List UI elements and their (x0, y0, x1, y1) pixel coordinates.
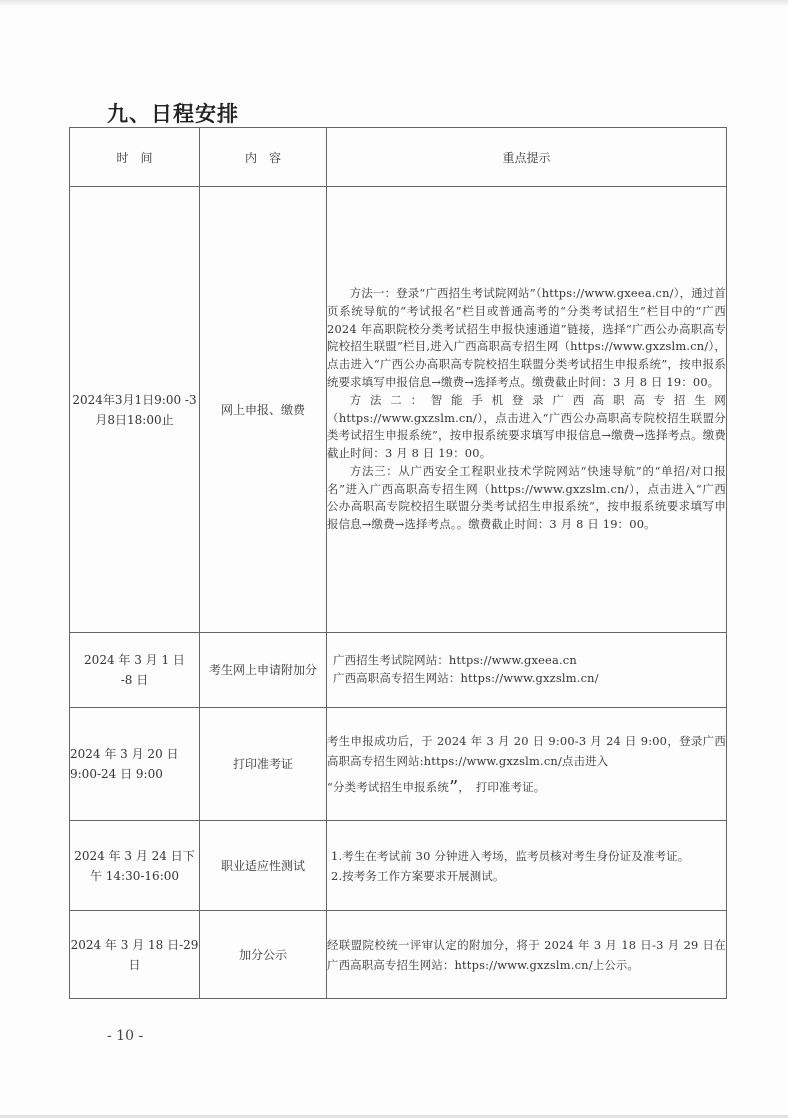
header-time: 时 间 (70, 128, 200, 187)
table-row (70, 187, 727, 633)
page-number: - 10 - (107, 1028, 144, 1044)
tip-print: ， 打印准考证。 (458, 779, 546, 794)
content-cell: 网上申报、缴费 (200, 187, 327, 633)
time-cell: 2024 年 3 月 20 日 9:00-24 日 9:00 (70, 708, 200, 821)
tip-method-2: 方法二：智能手机登录广西高职高专招生网（https://www.gxzslm.cn/），点击进入“广西公办高职高专院校招生联盟分类考试招生申报系统”，按申报系统要求填写申报信息→缴费→选择考点。缴费截止时间：3 月 8 日 19：00。 (327, 392, 726, 461)
table-row (70, 633, 727, 708)
time-cell: 2024 年 3 月 1 日 -8 日 (70, 633, 200, 708)
tip-line: 广西高职高专招生网站：https://www.gxzslm.cn/ (333, 671, 599, 685)
tip-system-name: “分类考试招生申报系统 (327, 779, 449, 794)
tip-line: 2.按考务工作方案要求开展测试。 (331, 868, 505, 883)
closing-quote: ” (448, 776, 459, 798)
content-cell: 考生网上申请附加分 (200, 633, 327, 708)
table-row (70, 911, 727, 999)
tips-cell (327, 821, 727, 911)
tips-cell (327, 708, 727, 821)
scan-top-edge (0, 0, 788, 6)
header-content: 内 容 (200, 128, 327, 187)
content-cell: 打印准考证 (200, 708, 327, 821)
time-cell: 2024 年 3 月 24 日下午 14:30-16:00 (70, 821, 200, 911)
tip-method-3: 方法三：从广西安全工程职业技术学院网站“快速导航”的“单招/对口报名”进入广西高职高专招生网（https://www.gxzslm.cn/），点击进入“广西公办高职高专院校招生联盟分类考试招生申报系统”，按申报系统要求填写申报信息→缴费→选择考点。。缴费截止时间：3 月 8 日 19：00。 (327, 463, 726, 532)
table-row (70, 821, 727, 911)
section-title: 九、日程安排 (107, 102, 239, 126)
tips-cell (327, 187, 727, 633)
table-header-row (70, 128, 727, 187)
schedule-table (69, 127, 727, 999)
time-cell: 2024年3月1日9:00 -3月8日18:00止 (70, 187, 200, 633)
tip-line: 广西招生考试院网站：https://www.gxeea.cn (333, 653, 577, 668)
header-tips: 重点提示 (327, 128, 727, 187)
time-cell: 2024 年 3 月 18 日-29 日 (70, 911, 200, 999)
content-cell: 加分公示 (200, 911, 327, 999)
tip-line: 1.考生在考试前 30 分钟进入考场，监考员核对考生身份证及准考证。 (331, 848, 690, 863)
tip-method-1: 方法一：登录“广西招生考试院网站”（https://www.gxeea.cn/），通过首页系统导航的“考试报名”栏目或普通高考的“分类考试招生”栏目中的“广西 2024 年高职院校分类考试招生申报快速通道”链接，选择“广西公办高职高专院校招生联盟”栏目,进入广西高职高专招生网（https://www.gxzslm.cn/），点击进入“广西公办高职高专院校招生联盟分类考试招生申报系统”，按申报系统要求填写申报信息→缴费→选择考点。缴费截止时间：3 月 8 日 19：00。 (327, 285, 726, 389)
content-cell: 职业适应性测试 (200, 821, 327, 911)
tip-line: 经联盟院校统一评审认定的附加分，将于 2024 年 3 月 18 日-3 月 29 日在广西高职高专招生网站：https://www.gxzslm.cn/上公示。 (327, 937, 726, 972)
tips-cell (327, 911, 727, 999)
tips-cell (327, 633, 727, 708)
tip-line: 考生申报成功后，于 2024 年 3 月 20 日 9:00-3 月 24 日 9:00，登录广西高职高专招生网站:https://www.gxzslm.cn/点击进入 (327, 733, 726, 768)
tip-line (327, 777, 726, 798)
table-row (70, 708, 727, 821)
